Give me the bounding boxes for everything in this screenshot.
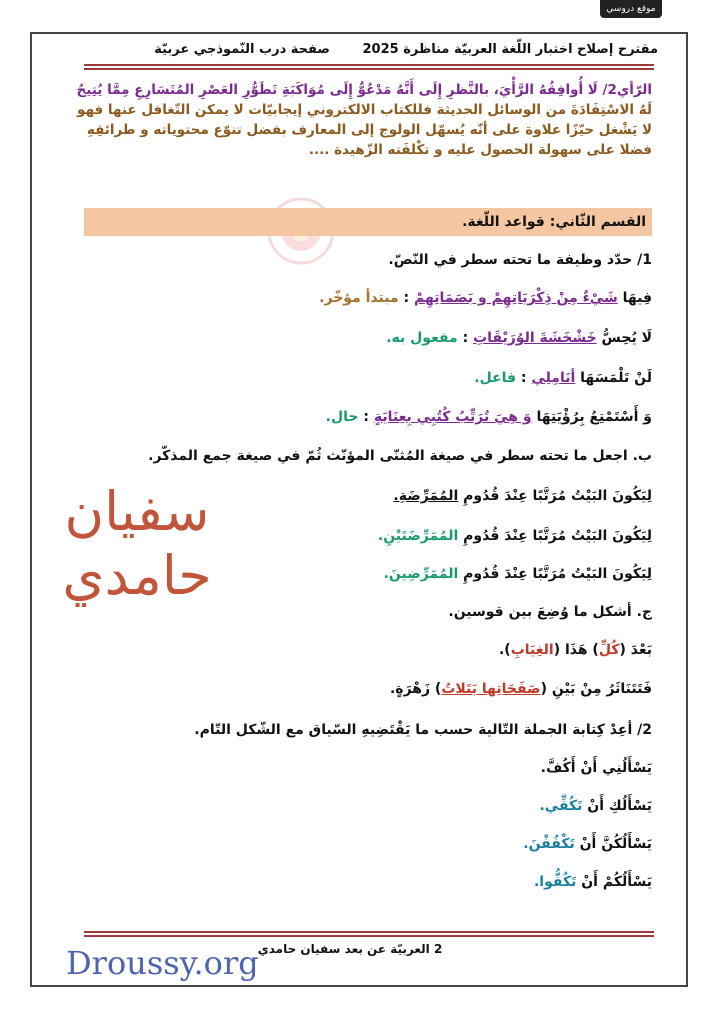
q1-item-4: وَ أَسْتَمْتِعُ بِرُؤْيَتِهَا وَ هِيَ تُرَتِّبُ كُتُبِي بِعِنَايَةٍ : حال. — [325, 409, 652, 425]
q2-line-4: يَسْأَلُكُمْ أَنْ تَكُفُّوا. — [533, 874, 652, 890]
author-signature: سفيان حامدي — [62, 480, 212, 607]
footer-rule-2 — [84, 935, 654, 937]
header-rule — [84, 64, 654, 66]
section-heading: القسم الثّاني: قواعد اللّغة. — [84, 208, 652, 236]
page-footer: 2 العربيّة عن بعد سفيان حامدي — [257, 942, 443, 956]
q1-answer-1: مبتدأ مؤخّر. — [319, 290, 399, 306]
opinion-block — [66, 80, 652, 160]
q2-prompt: 2/ أعِدْ كِتابة الجملة التّالية حسب ما يَقْتَضِيهِ السّياق مع الشّكل التّام. — [194, 722, 652, 738]
qb-form-3: لِيَكُونَ البَيْتُ مُرَتَّبًا عِنْدَ قُدُومِ المُمَرِّضِينَ. — [383, 566, 652, 582]
qc-line-2: فَتَتَنَاثَرُ مِنْ بَيْنِ (صَفَحَاتِها بَتَلاتُ) زَهْرَةٍ. — [389, 681, 652, 697]
opinion-body: لَهُ الاسْتِفَادَةَ من الوسائل الحديثة فللكتاب الالكتروني إيجابيّات لا يمكن التّغافل عنها فهو لا يَشْغل حيّزًا علاوة على أنّه يُسهّل الولوج إلى المعارف بفضل تنوّع محتوياته و طرائقِهِ فضلا على سهولة الحصول عليه و تكْلفَته الزّهيدة .... — [76, 102, 652, 158]
qc-prompt: ج. أشكل ما وُضِعَ بين قوسين. — [448, 604, 652, 620]
q2-line-3: يَسْأَلُكُنَّ أَنْ تَكْفُفْنَ. — [523, 836, 652, 852]
q1-answer-4: حال. — [325, 409, 359, 425]
opinion-lead: الرّأي2/ لَا أُوافِقُهُ الرَّأْيَ، بالنَّظرِ إِلَى أَنَّهُ مَدْعُوٌّ إِلَى مُوَاكَبَةِ تَطَوُّرِ العَصْرِ المُتَسَارِعِ مِمَّا يُتِيحُ — [76, 82, 652, 98]
site-watermark: Droussy.org — [66, 944, 259, 982]
page-subtitle: صفحة درب النّموذجي عربيّة — [154, 42, 330, 57]
q2-line-1: يَسْأَلُنِي أَنْ أَكُفَّ. — [540, 760, 652, 776]
q1-target-1: شَيْءٌ مِنْ ذِكْرَيَاتِهِمْ و بَصَمَاتِهِمْ — [413, 290, 618, 306]
q1-item-1: فِيهَا شَيْءٌ مِنْ ذِكْرَيَاتِهِمْ و بَصَمَاتِهِمْ : مبتدأ مؤخّر. — [319, 290, 652, 306]
header-rule-2 — [84, 68, 654, 70]
qc-line-1: بَعْدَ (كُلِّ) هَذَا (الغِيَابِ). — [498, 642, 652, 658]
q1-answer-2: مفعول به. — [386, 330, 458, 346]
footer-rule — [84, 931, 654, 933]
q1-item-3: لَنْ تَلْمَسَهَا أنَامِلِي : فاعل. — [474, 370, 652, 386]
q1-answer-3: فاعل. — [474, 370, 517, 386]
q1-target-2: خَشْخَشَةَ الوُرَيْقَاتِ — [473, 330, 597, 346]
q2-line-2: يَسْأَلُكِ أَنْ تَكُفِّي. — [539, 798, 652, 814]
q1-prompt: 1/ حدّد وظيفة ما تحته سطر في النّصّ. — [388, 252, 652, 268]
page-header — [120, 42, 658, 62]
q1-target-4: وَ هِيَ تُرَتِّبُ كُتُبِي بِعِنَايَةٍ — [373, 409, 532, 425]
q1-target-3: أنَامِلِي — [531, 370, 576, 386]
qb-form-1: لِيَكُونَ البَيْتُ مُرَتَّبًا عِنْدَ قُدُومِ المُمَرِّضَةِ. — [393, 488, 652, 504]
site-badge: موقع دروسي — [600, 0, 662, 18]
exam-title: مقترح إصلاح اختبار اللّغة العربيّة مناظرة 2025 — [362, 42, 658, 57]
qb-prompt: ب. اجعل ما تحته سطر في صيغة المُثنّى المؤنّث ثُمّ في صيغة جمع المذكّر. — [148, 448, 652, 464]
q1-item-2: لَا يُحِسُّ خَشْخَشَةَ الوُرَيْقَاتِ : مفعول به. — [386, 330, 652, 346]
qb-form-2: لِيَكُونَ البَيْتُ مُرَتَّبًا عِنْدَ قُدُومِ المُمَرِّضَتَيْنِ. — [377, 528, 652, 544]
